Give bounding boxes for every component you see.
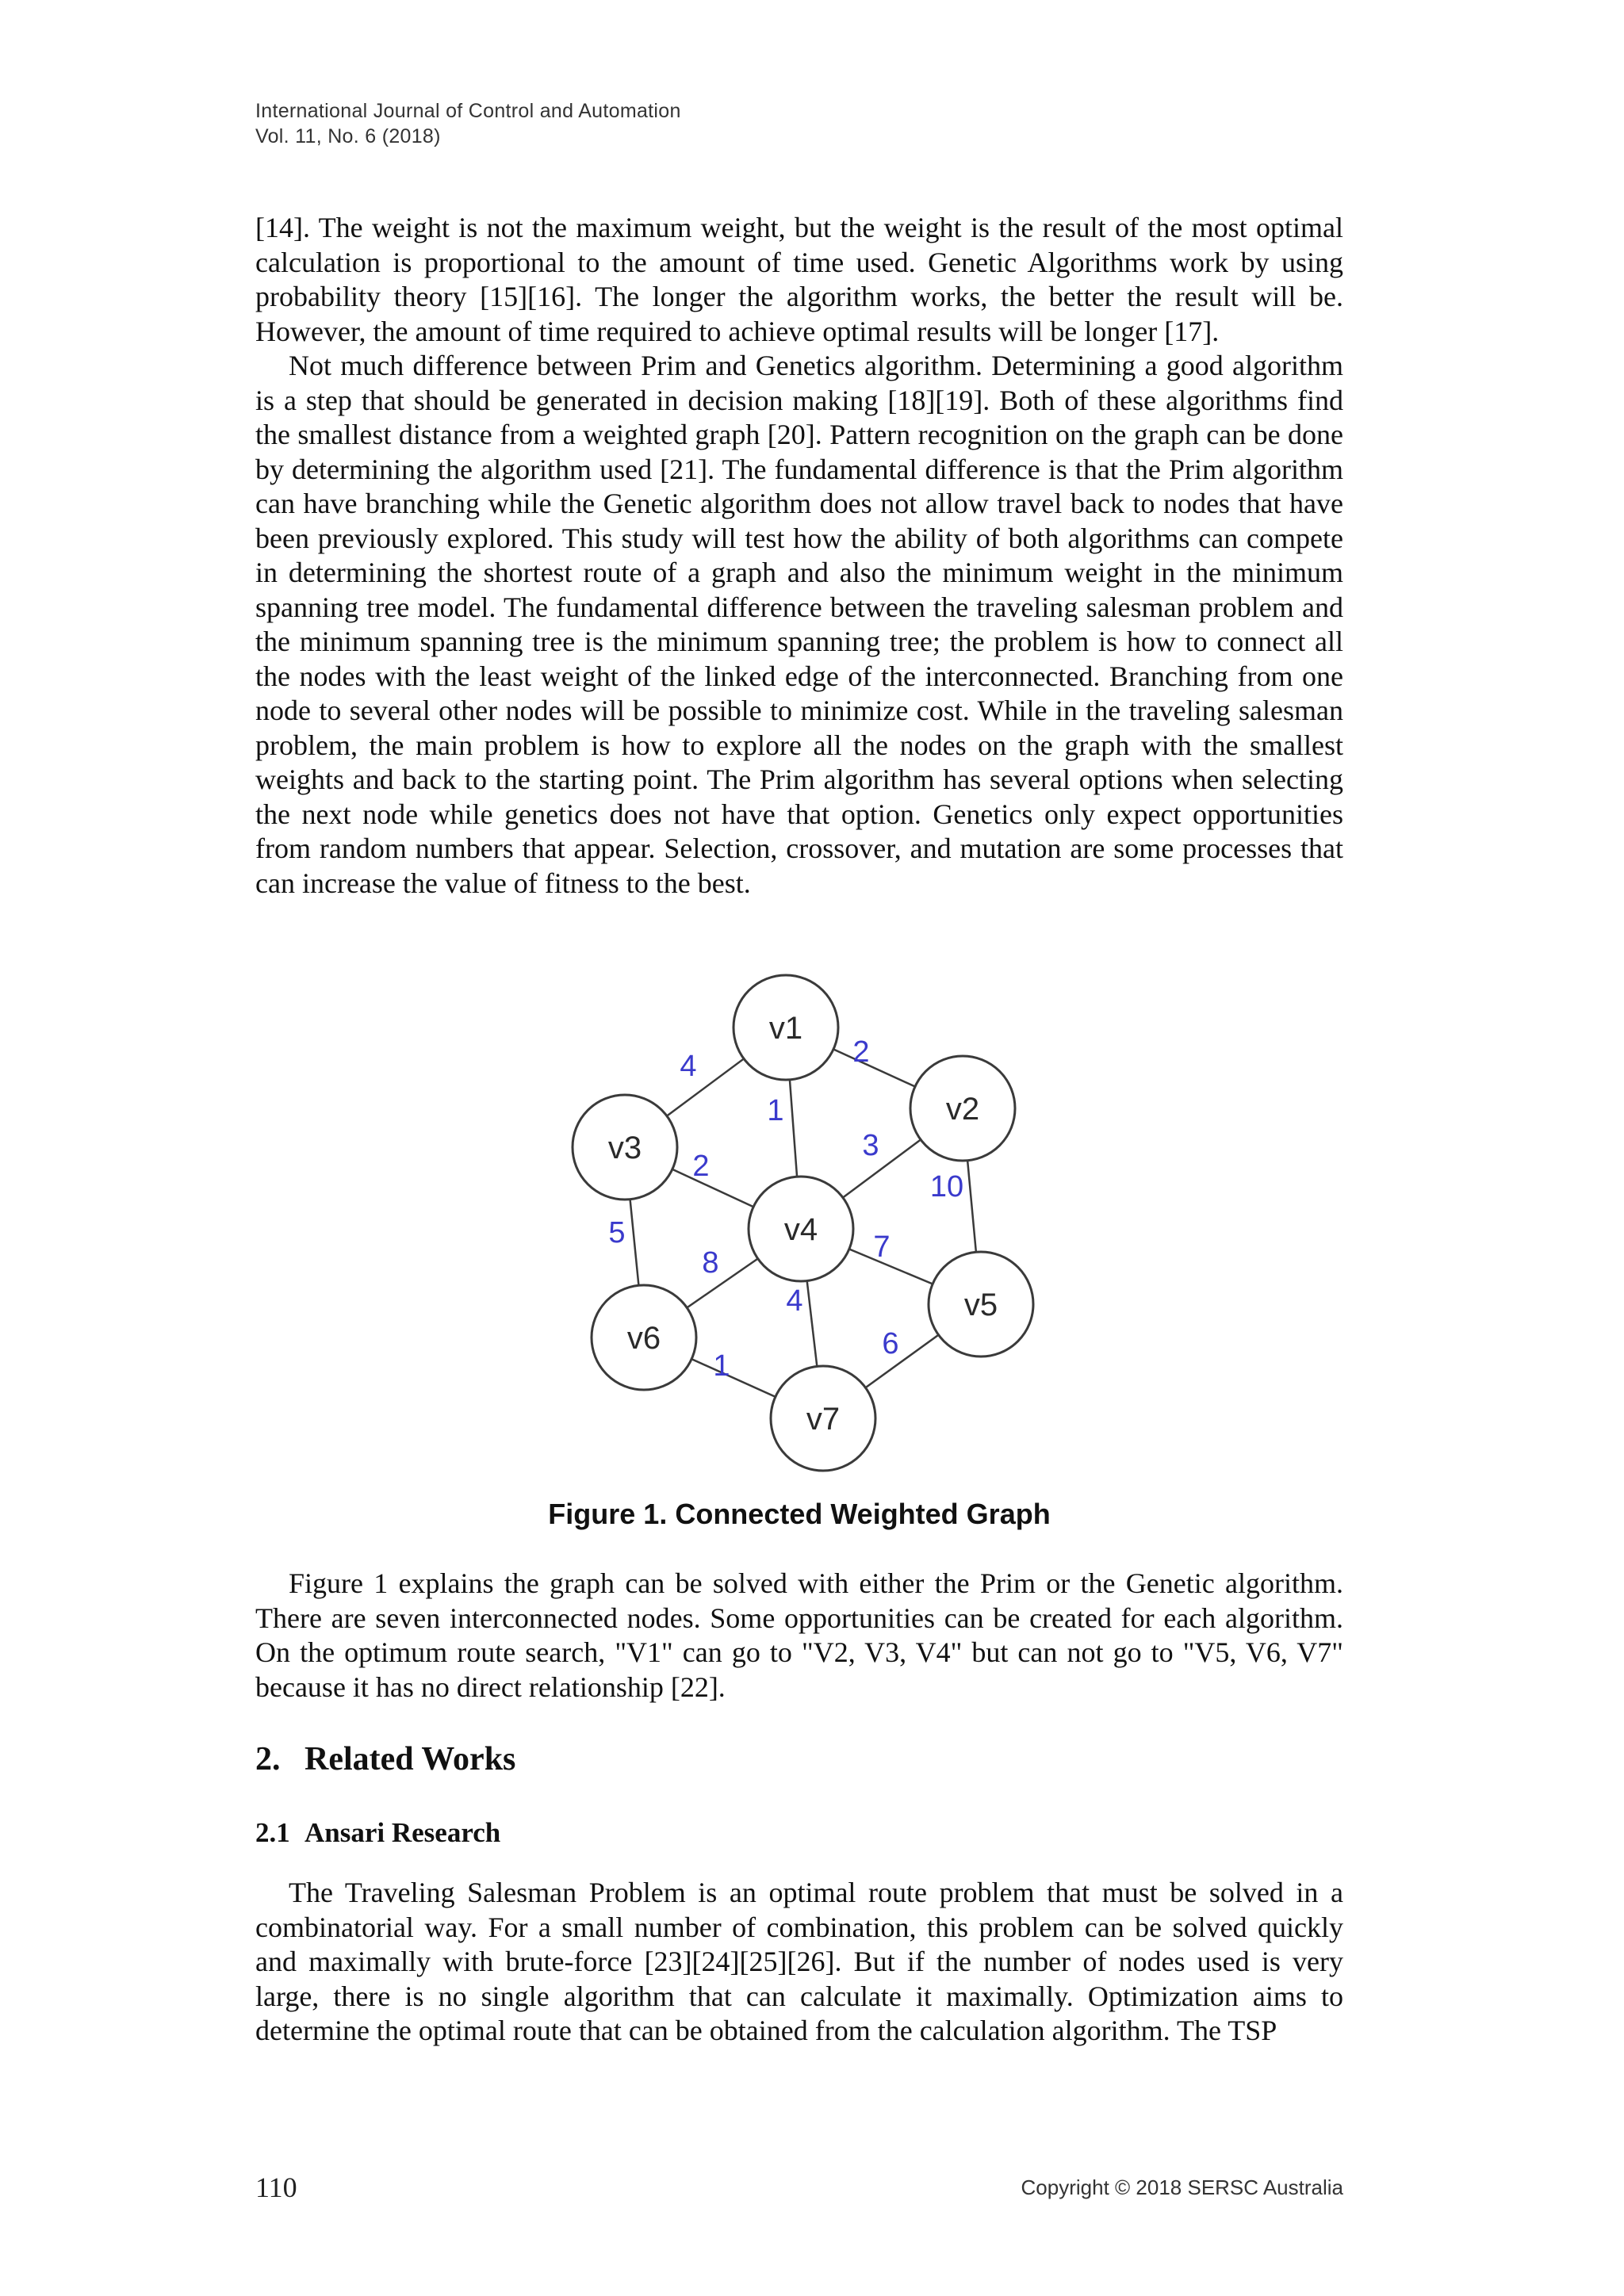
node-v1 bbox=[733, 975, 838, 1080]
subsection-title: Ansari Research bbox=[304, 1817, 501, 1848]
weight-v1-v3: 4 bbox=[680, 1050, 697, 1083]
node-v5 bbox=[929, 1252, 1033, 1357]
weight-v4-v5: 7 bbox=[873, 1230, 891, 1264]
node-v2-label: v2 bbox=[945, 1092, 980, 1127]
journal-volume: Vol. 11, No. 6 (2018) bbox=[255, 125, 441, 147]
weight-v4-v7: 4 bbox=[786, 1284, 803, 1318]
figure-1 bbox=[555, 963, 1063, 1487]
node-v3-label: v3 bbox=[607, 1131, 642, 1165]
copyright-notice: Copyright © 2018 SERSC Australia bbox=[1021, 2175, 1343, 2199]
node-v7-label: v7 bbox=[806, 1402, 841, 1437]
section-number: 2. bbox=[255, 1741, 281, 1777]
running-header bbox=[255, 98, 681, 149]
node-v1-label: v1 bbox=[768, 1011, 803, 1046]
node-v6-label: v6 bbox=[626, 1321, 661, 1356]
weight-v6-v7: 1 bbox=[713, 1349, 730, 1383]
figure-caption: Figure 1. Connected Weighted Graph bbox=[548, 1498, 1051, 1530]
weight-v7-v5: 6 bbox=[882, 1327, 899, 1360]
node-v2 bbox=[910, 1056, 1015, 1161]
body-text-top bbox=[255, 211, 1343, 901]
node-v4 bbox=[749, 1177, 853, 1281]
node-v3 bbox=[573, 1095, 677, 1200]
weight-v4-v6: 8 bbox=[702, 1246, 719, 1280]
weight-v2-v4: 3 bbox=[862, 1129, 879, 1162]
paragraph-4: The Traveling Salesman Problem is an optimal route problem that must be solved in a combinatorial way. For a small number of combination, this problem can be solved quickly and maximally with brute-force [23][24][25][26]. But if the number of nodes used is very large, there is no single algorithm that can calculate it maximally. Optimization aims to determine the optimal route that can be obtained from the calculation algorithm. The TSP bbox=[255, 1877, 1343, 2046]
weight-v3-v6: 5 bbox=[608, 1216, 626, 1249]
paragraph-3: Figure 1 explains the graph can be solved with either the Prim or the Genetic algorithm. There are seven interconnected nodes. Some opportunities can be created for each algorithm. On the optimum route search, "V1" can go to "V2, V3, V4" but can not go to "V5, V6, V7" because it has no direct relationship [22]. bbox=[255, 1567, 1343, 1703]
subsection-number: 2.1 bbox=[255, 1817, 290, 1848]
weight-v3-v4: 2 bbox=[692, 1150, 710, 1183]
weight-v2-v5: 10 bbox=[929, 1170, 964, 1203]
weight-v1-v2: 2 bbox=[852, 1035, 870, 1069]
section-heading bbox=[255, 1739, 515, 1779]
weighted-graph bbox=[555, 963, 1063, 1487]
body-text-middle bbox=[255, 1567, 1343, 1705]
journal-name: International Journal of Control and Automation bbox=[255, 100, 681, 122]
paragraph-1: [14]. The weight is not the maximum weight, but the weight is the result of the most optimal calculation is proportional to the amount of time used. Genetic Algorithms work by using probability theory [15][16]. The longer the algorithm works, the better the result will be. However, the amount of time required to achieve optimal results will be longer [17]. bbox=[255, 212, 1343, 347]
section-title: Related Works bbox=[304, 1741, 516, 1777]
page-number: 110 bbox=[255, 2172, 297, 2203]
paragraph-2: Not much difference between Prim and Genetics algorithm. Determining a good algorithm is a step that should be generated in decision making [18][19]. Both of these algorithms find the smallest distance from a weighted graph [20]. Pattern recognition on the graph can be done by determining the algorithm used [21]. The fundamental difference is that the Prim algorithm can have branching while the Genetic algorithm does not allow travel back to nodes that have been previously explored. This study will test how the ability of both algorithms can compete in determining the shortest route of a graph and also the minimum weight in the minimum spanning tree model. The fundamental difference between the traveling salesman problem and the minimum spanning tree is the minimum spanning tree; the problem is how to connect all the nodes with the least weight of the linked edge of the interconnected. Branching from one node to several other nodes will be possible to minimize cost. While in the traveling salesman problem, the main problem is how to explore all the nodes on the graph with the smallest weights and back to the starting point. The Prim algorithm has several options when selecting the next node while genetics does not have that option. Genetics only expect opportunities from random numbers that appear. Selection, crossover, and mutation are some processes that can increase the value of fitness to the best. bbox=[255, 350, 1343, 899]
node-v5-label: v5 bbox=[963, 1288, 998, 1322]
node-v6 bbox=[592, 1285, 696, 1390]
subsection-heading bbox=[255, 1816, 500, 1850]
node-v4-label: v4 bbox=[783, 1212, 818, 1247]
body-text-bottom bbox=[255, 1876, 1343, 2049]
weight-v1-v4: 1 bbox=[767, 1094, 784, 1127]
node-v7 bbox=[771, 1366, 875, 1471]
